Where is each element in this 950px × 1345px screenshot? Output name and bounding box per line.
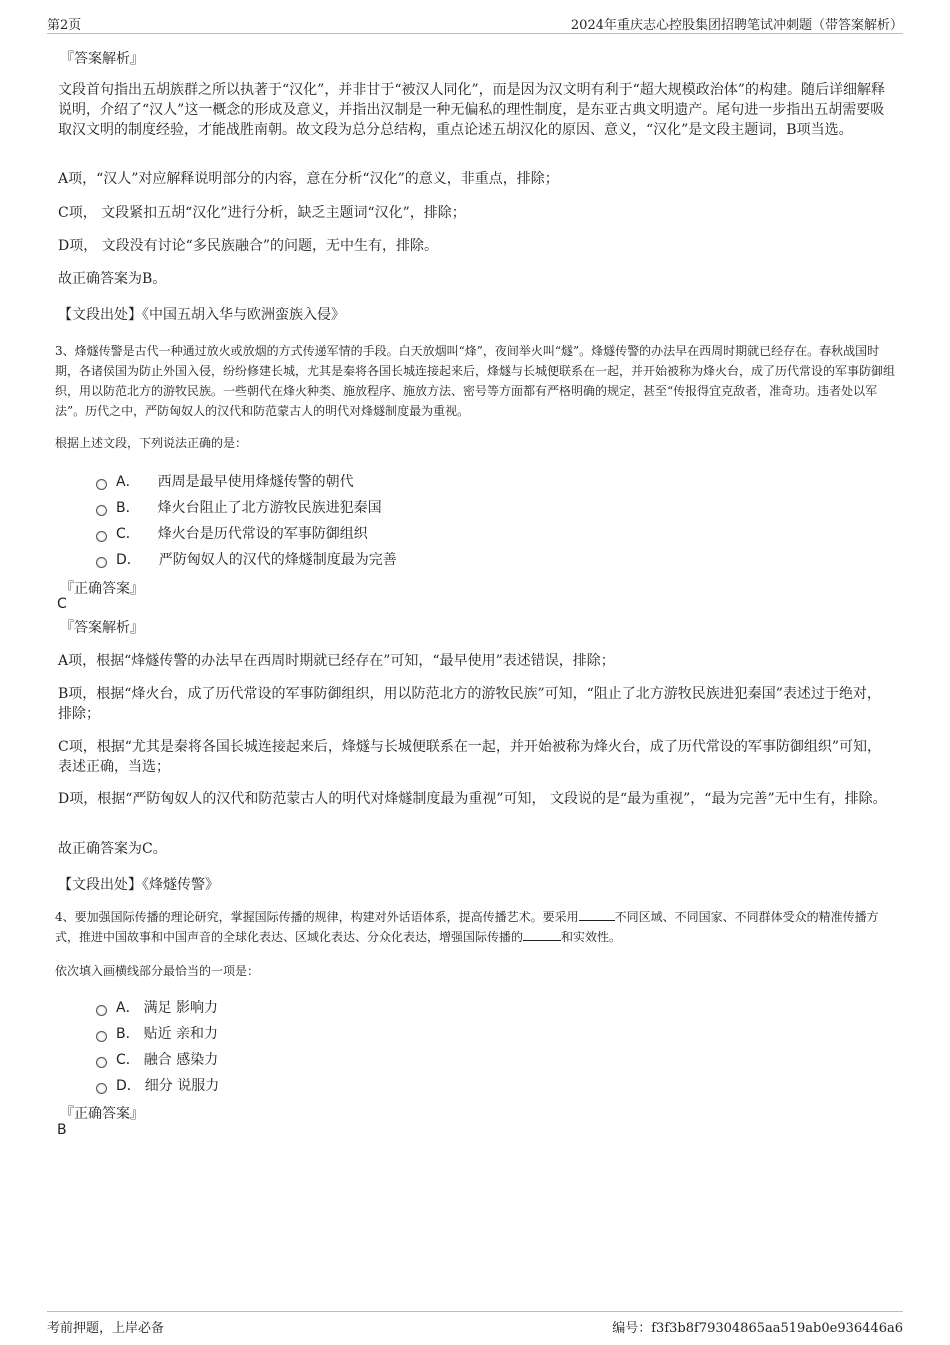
q4-correct-answer: B [57, 1122, 67, 1138]
page-number: 第2页 [47, 18, 82, 33]
q3-prompt: 根据上述文段，下列说法正确的是： [55, 436, 248, 450]
page-footer [47, 1311, 903, 1342]
q4-prompt: 依次填入画横线部分最恰当的一项是： [55, 964, 260, 978]
document-title: 2024年重庆志心控股集团招聘笔试冲刺题（带答案解析） [570, 18, 903, 33]
q2-conclusion: 故正确答案为B。 [58, 271, 167, 287]
blank-2[interactable] [523, 928, 561, 941]
q2-analysis-paragraph: 文段首句指出五胡族群之所以执著于“汉化”，并非甘于“被汉人同化”，而是因为汉文明有利于“超大规模政治体”的构建。随后详细解释说明，介绍了“汉人”这一概念的形成及意义，并指出汉制是一种无偏私的理性制度，是东亚古典文明遗产。尾句进一步指出五胡需要吸取汉文明的制度经验，才能战胜南朝。故文段为总分总结构，重点论述五胡汉化的原因、意义，“汉化”是文段主题词，B项当选。 [58, 82, 885, 138]
page-header [47, 13, 903, 34]
radio-icon[interactable] [96, 505, 107, 516]
q2-option-c-analysis: C项， 文段紧扣五胡“汉化”进行分析，缺乏主题词“汉化”，排除； [58, 205, 466, 221]
q3-option-c-analysis: C项，根据“尤其是秦将各国长城连接起来后，烽燧与长城便联系在一起，并开始被称为烽火台，成了历代常设的军事防御组织”可知，表述正确，当选； [58, 739, 882, 775]
q4-option-a[interactable]: A． 满足 影响力 [96, 996, 218, 1018]
q4-correct-label: 『正确答案』 [60, 1106, 144, 1122]
q3-stem: 3、烽燧传警是古代一种通过放火或放烟的方式传递军情的手段。白天放烟叫“烽”，夜间举火叫“燧”。烽燧传警的办法早在西周时期就已经存在。春秋战国时期，各诸侯国为防止外国入侵，纷纷修建长城，尤其是秦将各国长城连接起来后，烽燧与长城便联系在一起，并开始被称为烽火台，成了历代常设的军事防御组织，用以防范北方的游牧民族。一些朝代在烽火种类、施放程序、施放方法、密号等方面都有严格明确的规定，甚至“传报得宜克敌者，准奇功。违者处以军法”。历代之中，严防匈奴人的汉代和防范蒙古人的明代对烽燧制度最为重视。 [55, 344, 896, 418]
blank-1[interactable] [579, 908, 615, 921]
radio-icon[interactable] [96, 1057, 107, 1068]
radio-icon[interactable] [96, 1083, 107, 1094]
footer-slogan: 考前押题，上岸必备 [47, 1321, 165, 1336]
q3-correct-label: 『正确答案』 [60, 581, 144, 597]
radio-icon[interactable] [96, 479, 107, 490]
q4-option-b[interactable]: B． 贴近 亲和力 [96, 1022, 218, 1044]
footer-code: 编号：f3f3b8f79304865aa519ab0e936446a6 [612, 1321, 903, 1336]
q3-option-d-analysis: D项，根据“严防匈奴人的汉代和防范蒙古人的明代对烽燧制度最为重视”可知， 文段说的是“最为重视”，“最为完善”无中生有，排除。 [58, 791, 887, 807]
q3-conclusion: 故正确答案为C。 [58, 841, 167, 857]
q3-option-b[interactable]: B． 烽火台阻止了北方游牧民族进犯秦国 [96, 496, 382, 518]
radio-icon[interactable] [96, 531, 107, 542]
radio-icon[interactable] [96, 1005, 107, 1016]
q4-option-c[interactable]: C． 融合 感染力 [96, 1048, 218, 1070]
q2-source: 【文段出处】《中国五胡入华与欧洲蛮族入侵》 [58, 307, 345, 323]
q4-stem: 4、要加强国际传播的理论研究，掌握国际传播的规律，构建对外话语体系，提高传播艺术。要采用 不同区域、不同国家、不同群体受众的精准传播方式，推进中国故事和中国声音的全球化表达、区域化表达、分众化表达，增强国际传播的 和实效性。 [55, 910, 879, 944]
radio-icon[interactable] [96, 557, 107, 568]
q3-analysis-label: 『答案解析』 [60, 620, 144, 636]
q2-option-d-analysis: D项， 文段没有讨论“多民族融合”的问题，无中生有，排除。 [58, 238, 438, 254]
q3-option-a[interactable]: A． 西周是最早使用烽燧传警的朝代 [96, 470, 354, 492]
q2-option-a-analysis: A项，“汉人”对应解释说明部分的内容，意在分析“汉化”的意义，非重点，排除； [58, 171, 559, 187]
q3-option-d[interactable]: D． 严防匈奴人的汉代的烽燧制度最为完善 [96, 548, 397, 570]
q4-option-d[interactable]: D． 细分 说服力 [96, 1074, 219, 1096]
q3-option-b-analysis: B项，根据“烽火台，成了历代常设的军事防御组织，用以防范北方的游牧民族”可知，“阻止了北方游牧民族进犯秦国”表述过于绝对，排除； [58, 686, 881, 722]
q3-source: 【文段出处】《烽燧传警》 [58, 877, 219, 893]
q2-analysis-label: 『答案解析』 [60, 51, 144, 67]
radio-icon[interactable] [96, 1031, 107, 1042]
q3-correct-answer: C [57, 596, 67, 612]
q3-option-c[interactable]: C． 烽火台是历代常设的军事防御组织 [96, 522, 368, 544]
q3-option-a-analysis: A项，根据“烽燧传警的办法早在西周时期就已经存在”可知，“最早使用”表述错误，排除； [58, 653, 615, 669]
